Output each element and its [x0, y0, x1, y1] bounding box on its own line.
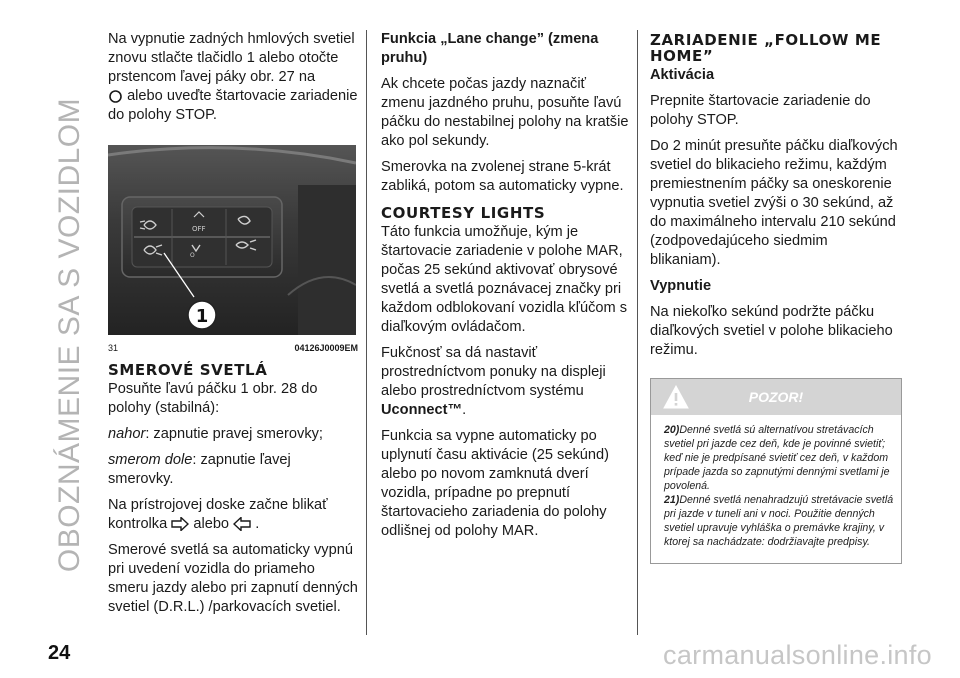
- paragraph: Fukčnosť sa dá nastaviť prostredníctvom ponuky na displeji alebo prostredníctvom systému Uconnect™.: [381, 345, 606, 418]
- panel-label-o: O: [190, 252, 195, 259]
- callout-number: 1: [195, 306, 209, 327]
- paragraph: Táto funkcia umožňuje, kým je štartovacie zariadenie v polohe MAR, počas 25 sekúnd aktivovať obrysové svetlá a svetlá poznávacej značky pri každom odblokovaní vozidla kľúčom s diaľkovým ovládačom.: [381, 224, 627, 335]
- paragraph: Smerové svetlá sa automaticky vypnú pri uvedení vozidla do priameho smeru jazdy alebo pri zapnutí denných svetiel (D.R.L.) /parkovacích svetiel.: [108, 542, 358, 615]
- paragraph: Funkcia sa vypne automaticky po uplynutí času aktivácie (25 sekúnd) alebo po novom zamknutá dverí vozidla, prípadne po prepnutí štartovacieho zariadenia do polohy odlišnej od polohy MAR.: [381, 428, 609, 539]
- section-heading-turn-signals: SMEROVÉ SVETLÁ: [108, 361, 268, 379]
- warning-triangle-icon: [663, 385, 689, 409]
- warning-title: POZOR!: [748, 388, 804, 405]
- light-switch-photo: [108, 145, 356, 335]
- warning-note: 21)Denné svetlá nenahradzujú stretávacie svetlá pri jazde v tuneli ani v noci. Použitie denných svetiel upravuje vyhláška o premávke krajiny, v ktorej sa nachádzate: dodržiavajte predpisy.: [664, 494, 894, 548]
- panel-label-off: OFF: [192, 225, 206, 233]
- ring-control-icon: [108, 89, 123, 104]
- figure-number: 31: [108, 343, 119, 353]
- page-number: 24: [48, 642, 71, 664]
- paragraph: nahor: zapnutie pravej smerovky;: [108, 426, 323, 442]
- paragraph: Prepnite štartovacie zariadenie do polohy STOP.: [650, 93, 871, 128]
- subheading-activation: Aktivácia: [650, 67, 715, 83]
- paragraph: Na prístrojovej doske začne blikať kontrolka alebo .: [108, 497, 328, 532]
- subheading-deactivation: Vypnutie: [650, 278, 712, 294]
- warning-header: [651, 379, 901, 415]
- column-left: [108, 30, 358, 624]
- paragraph: Posuňte ľavú páčku 1 obr. 28 do polohy (stabilná):: [108, 381, 318, 416]
- section-heading-follow-me-home: ZARIADENIE „FOLLOW ME HOME”: [650, 31, 882, 65]
- intro-paragraph: Na vypnutie zadných hmlových svetiel znovu stlačte tlačidlo 1 alebo otočte prstencom ľavej páky obr. 27 na alebo uveďte štartovacie zariadenie do polohy STOP.: [108, 31, 358, 123]
- column-middle: [381, 30, 631, 548]
- paragraph: Na niekoľko sekúnd podržte páčku diaľkových svetiel v polohe blikacieho režimu.: [650, 304, 893, 358]
- left-turn-indicator-icon: [233, 517, 251, 531]
- paragraph: Do 2 minút presuňte páčku diaľkových svetiel do blikacieho režimu, každým premiestnením páčky sa oneskorenie vypnutia svetiel zvýši o 30 sekúnd, až do maximálneho intervalu 210 sekúnd (zodpovedajúceho siedmim blikaniam).: [650, 138, 898, 268]
- warning-note: 20)Denné svetlá sú alternatívou stretávacích svetiel pri jazde cez deň, kde je povinné svietiť; keď nie je predpísané svietiť cez deň, v každom prípade jazda so zapnutými dennými svetlami je povolená.: [664, 424, 890, 492]
- chapter-title-vertical: OBOZNÁMENIE SA S VOZIDLOM: [53, 97, 86, 573]
- paragraph: Ak chcete počas jazdy naznačiť zmenu jazdného pruhu, posuňte ľavú páčku do nestabilnej polohy na kratšie ako pol sekundy.: [381, 76, 629, 149]
- paragraph: Smerovka na zvolenej strane 5-krát zabliká, potom sa automaticky vypne.: [381, 159, 624, 194]
- watermark: carmanualsonline.info: [663, 640, 932, 670]
- figure-caption: [108, 337, 358, 353]
- warning-box: [650, 378, 902, 564]
- section-heading-courtesy-lights: COURTESY LIGHTS: [381, 204, 546, 222]
- paragraph: smerom dole: zapnutie ľavej smerovky.: [108, 452, 291, 487]
- figure-code: 04126J0009EM: [294, 343, 358, 353]
- column-divider: [637, 30, 638, 635]
- right-turn-indicator-icon: [171, 517, 189, 531]
- figure-light-switch-panel: [108, 145, 356, 335]
- column-right: [650, 30, 900, 564]
- subheading-lane-change: Funkcia „Lane change” (zmena pruhu): [381, 31, 599, 66]
- warning-body: [651, 415, 901, 563]
- column-divider: [366, 30, 367, 635]
